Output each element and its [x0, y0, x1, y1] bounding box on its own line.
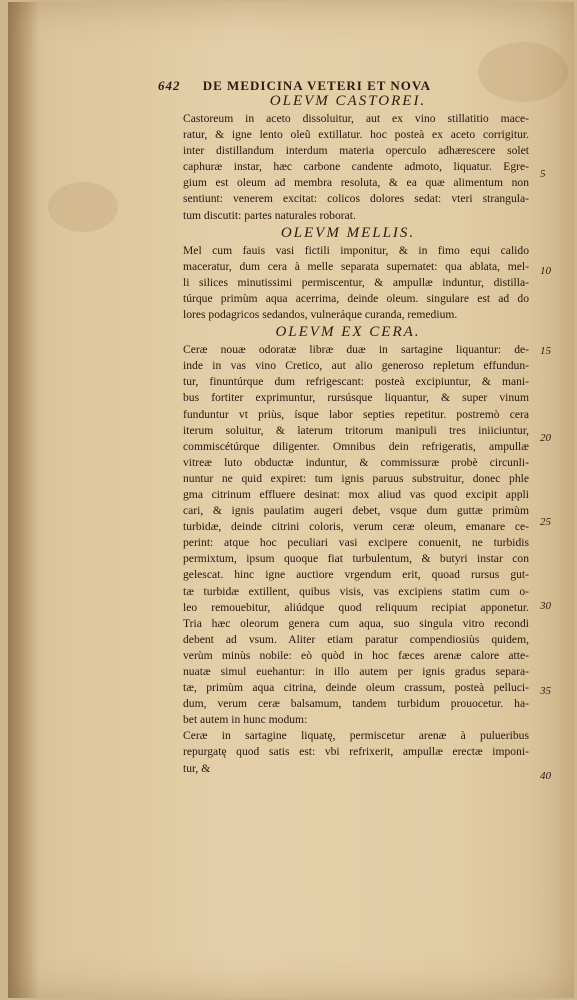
margin-line-number: 35: [540, 685, 551, 697]
text-line: bet autem in hunc modum:: [183, 713, 308, 727]
text-line: debent ad vsum. Aliter etiam paratur compendiosiùs quidem,: [183, 632, 529, 646]
text-line: tur, &: [183, 761, 211, 775]
text-line: maceratur, dum cera à melle separata supernatet: qua ablata, mel-: [183, 259, 529, 273]
section-paragraph: [167, 243, 529, 323]
margin-line-number: 15: [540, 345, 551, 357]
text-line: inde in vas vino Cretico, aut alio generoso repletum effundun-: [183, 359, 529, 373]
text-line: Ceræ in sartagine liquatę, permiscetur arenæ à pulueribus: [183, 729, 529, 743]
text-line: tæ, primùm aqua citrina, deinde oleum crassum, posteà pelluci-: [183, 681, 529, 695]
text-line: caphuræ instar, hæc carbone candente admoto, liquatur. Egre-: [183, 160, 529, 174]
text-line: dum, verum ceræ balsamum, tandem turbidum prouocetur. ha-: [183, 697, 529, 711]
text-line: repurgatę quod satis est: vbi refrixerit, ampullæ erectæ imponi-: [183, 745, 529, 759]
text-line: Tria hæc oleorum genera cum aqua, suo singula vitro recondi: [183, 616, 529, 630]
text-line: perint: atque hoc peculiari vasi excipere conuenit, ne turbidis: [183, 536, 529, 550]
margin-line-number: 25: [540, 516, 551, 528]
text-line: túrque primùm aqua acerrima, deinde oleum. singulare est ad do: [183, 291, 529, 305]
text-line: cari, & ignis paulatim augeri debet, vsque dum guttæ primùm: [183, 504, 529, 518]
section-heading: OLEVM EX CERA.: [275, 324, 421, 341]
margin-line-number: 20: [540, 432, 551, 444]
text-line: vitreæ luto obductæ induntur, & commissuræ probè circunli-: [183, 455, 529, 469]
running-title: DE MEDICINA VETERI ET NOVA: [202, 78, 432, 93]
line-number-margin: [540, 0, 564, 1000]
text-line: sentiunt: venerem excitat: colicos dolores sedat: vteri strangula-: [183, 192, 529, 206]
section-paragraph: [167, 342, 529, 728]
section-paragraph: [167, 728, 529, 776]
section-paragraph: [167, 111, 529, 224]
text-line: Castoreum in aceto dissoluitur, aut ex vino stillatitio mace-: [183, 112, 529, 125]
text-line: iterum soluitur, & laterum tritorum manipuli tres iniiciuntur,: [183, 423, 529, 437]
margin-line-number: 30: [540, 600, 551, 612]
text-line: turbidæ, deinde citrini coloris, verum ceræ oleum, emanare ce-: [183, 520, 529, 534]
page-number: 642: [158, 78, 181, 93]
section-heading: OLEVM CASTOREI.: [269, 93, 427, 109]
margin-line-number: 40: [540, 770, 551, 782]
text-line: gelescat. hinc igne auctiore vrgendum erit, quoad rursus gut-: [183, 568, 529, 582]
text-line: tum discutit: partes naturales roborat.: [183, 208, 356, 222]
text-line: permixtum, ipsum quoque fiat turbulentum, & butyri instar con: [183, 552, 529, 566]
text-line: gma citrinum effluere desinat: mox aliud vas quod excipit appli: [183, 487, 529, 501]
text-line: tæ turbidæ extillent, quibus visis, vas excipiens statim cum o-: [183, 584, 529, 598]
text-line: bus fortiter exprimuntur, rursúsque liquantur, & super vinum: [183, 391, 529, 405]
text-line: li silices minutissimi permiscentur, & ampullæ induntur, distilla-: [183, 275, 529, 289]
text-line: commiscétúrque diligenter. Omnibus dein refrigeratis, ampullæ: [183, 439, 529, 453]
text-line: tur, finuntúrque dum refrigescant: posteà excipiuntur, & mani-: [183, 375, 529, 389]
text-line: Ceræ nouæ odoratæ libræ duæ in sartagine liquantur: de-: [183, 343, 529, 357]
text-line: funduntur vt priùs, ísque labor septies repetitur. postremò cera: [183, 407, 529, 421]
text-line: leo remouebitur, aliúdque quod reliquum recipiat apponetur.: [183, 600, 529, 614]
paper-stain: [48, 182, 118, 232]
page-gutter-shadow: [8, 2, 38, 998]
text-line: gium est oleum ad membra resoluta, & ea quæ alimentum non: [183, 176, 529, 190]
text-line: nuntur ne quid expiret: tum ignis paruus substruitur, donec phle: [183, 471, 529, 485]
text-line: ratur, & igne lento oleũ extillatur. hoc posteà ex aceto corrigitur.: [183, 128, 529, 142]
main-text: [167, 92, 529, 777]
text-line: lores podagricos sedandos, vulneráque curanda, remedium.: [183, 308, 458, 322]
text-line: nuatæ simul euehantur: in illo autem per ignis gradus separa-: [183, 665, 529, 678]
margin-line-number: 10: [540, 265, 551, 277]
text-line: inter distillandum interdum materia operculo adhærescere solet: [183, 144, 529, 158]
margin-line-number: 5: [540, 168, 546, 180]
text-line: verùm minùs nobile: eò quòd in hoc fæces arenæ calore atte-: [183, 648, 529, 662]
text-line: Mel cum fauis vasi fictili imponitur, & in fimo equi calido: [183, 243, 529, 257]
section-heading: OLEVM MELLIS.: [280, 224, 416, 241]
